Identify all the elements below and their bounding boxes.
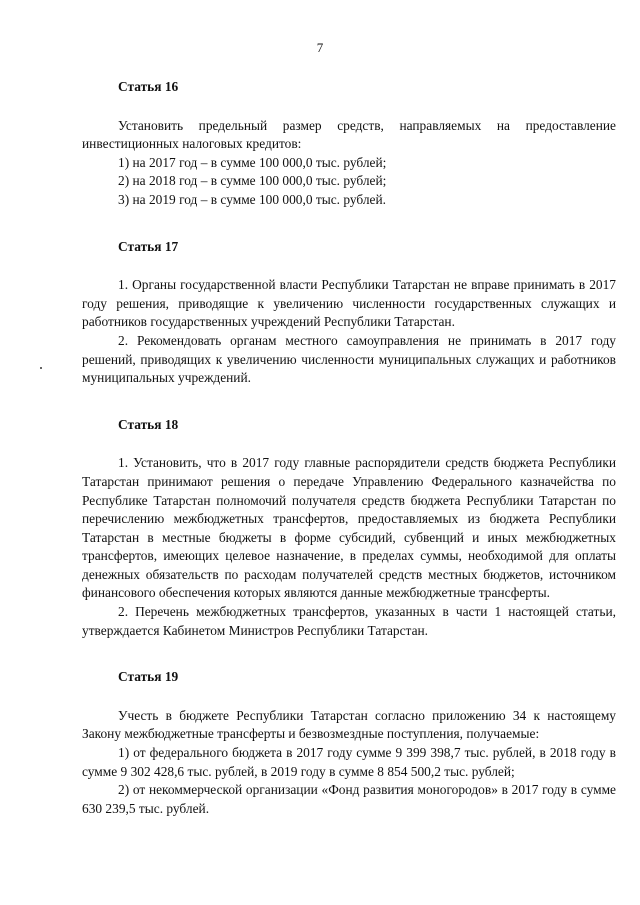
article-paragraph: 1. Установить, что в 2017 году главные распорядители средств бюджета Республики Татарстан принимают решения о передаче Управлению Федерального казначейства по Республике Татарстан полномочий получателя средств бюджета Республики Татарстан по перечислению межбюджетных трансфертов, предоставляемых из бюджета Республики Татарстан в местные бюджеты в форме субсидий, субвенций и иных межбюджетных трансфертов, имеющих целевое назначение, в пределах суммы, необходимой для оплаты денежных обязательств по расходам получателей средств местных бюджетов, источником финансового обеспечения которых являются данные межбюджетные трансферты. — [82, 455, 616, 601]
article-17 — [82, 238, 616, 388]
list-item: 2) на 2018 год – в сумме 100 000,0 тыс. рублей; — [118, 173, 387, 189]
page-number: 7 — [316, 40, 324, 55]
article-heading: Статья 17 — [118, 238, 179, 254]
article-paragraph: 1) от федерального бюджета в 2017 году сумме 9 399 398,7 тыс. рублей, в 2018 году в сумме 9 302 428,6 тыс. рублей, в 2019 году в сумме 8 854 500,2 тыс. рублей; — [82, 745, 616, 779]
article-heading: Статья 16 — [118, 79, 179, 94]
article-paragraph: 2. Рекомендовать органам местного самоуправления не принимать в 2017 году решений, приводящих к увеличению численности муниципальных служащих и работников муниципальных учреждений. — [82, 332, 616, 386]
article-19 — [82, 668, 616, 818]
article-16 — [82, 78, 616, 210]
article-paragraph: 1. Органы государственной власти Республики Татарстан не вправе принимать в 2017 году решения, приводящие к увеличению численности государственных служащих и работников государственных учреждений Республики Татарстан. — [82, 277, 616, 330]
scan-artifact-mark — [40, 367, 42, 369]
list-item: 3) на 2019 год – в сумме 100 000,0 тыс. рублей. — [118, 191, 387, 207]
article-paragraph: Установить предельный размер средств, направляемых на предоставление инвестиционных налоговых кредитов: — [82, 117, 616, 152]
article-heading: Статья 18 — [118, 416, 179, 432]
article-paragraph: Учесть в бюджете Республики Татарстан согласно приложению 34 к настоящему Закону межбюджетные трансферты и безвозмездные поступления, получаемые: — [82, 707, 616, 742]
article-paragraph: 2. Перечень межбюджетных трансфертов, указанных в части 1 настоящей статьи, утверждается Кабинетом Министров Республики Татарстан. — [82, 604, 616, 638]
article-18 — [82, 416, 616, 641]
document-body — [82, 78, 616, 818]
list-item: 1) на 2017 год – в сумме 100 000,0 тыс. рублей; — [118, 154, 387, 170]
article-paragraph: 2) от некоммерческой организации «Фонд развития моногородов» в 2017 году в сумме 630 239,5 тыс. рублей. — [82, 782, 616, 816]
article-heading: Статья 19 — [118, 669, 179, 685]
